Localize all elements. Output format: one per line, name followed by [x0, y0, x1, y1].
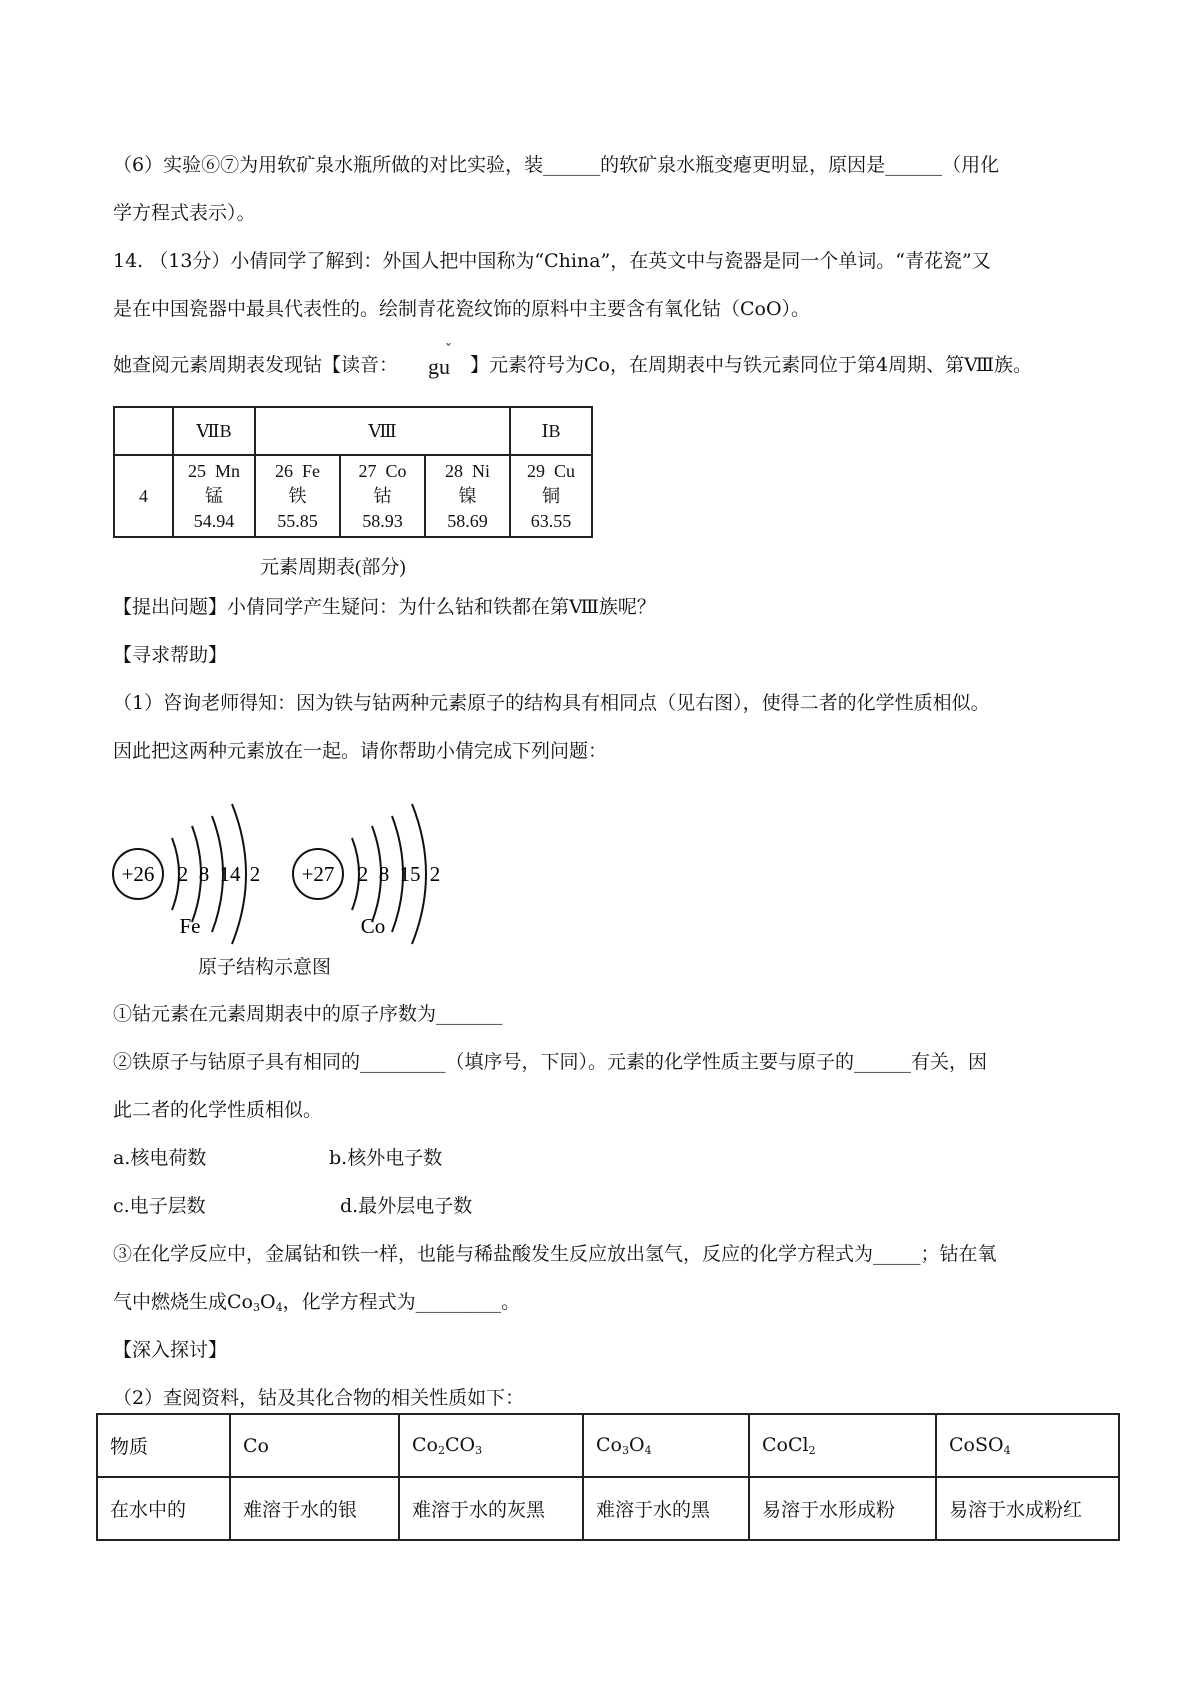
- atom-structure-diagram: [100, 780, 500, 970]
- subscript: 2: [808, 1444, 816, 1457]
- formula-part: Co: [596, 1434, 622, 1456]
- element-name: 钴: [373, 485, 392, 506]
- element-mass: 63.55: [530, 510, 572, 531]
- group-header-viib: ⅦB: [173, 407, 255, 455]
- period-header-empty: [114, 407, 173, 455]
- subscript: 3: [621, 1444, 629, 1457]
- table-cell: 难溶于水的银: [230, 1477, 399, 1540]
- element-mass: 58.69: [447, 510, 488, 531]
- element-number: 28: [445, 460, 463, 481]
- co-shell-electrons: 15: [399, 862, 421, 886]
- atom-diagram-caption: 原子结构示意图: [198, 956, 332, 978]
- item-1: ①钴元素在元素周期表中的原子序数为_______: [113, 1003, 503, 1025]
- fe-shell-electrons: 2: [249, 862, 261, 886]
- co-shell-electrons: 8: [378, 862, 390, 886]
- table-cell: 难溶于水的灰黑: [399, 1477, 583, 1540]
- element-cell-ni: [425, 455, 510, 537]
- element-mass: 54.94: [193, 510, 235, 531]
- periodic-table-caption: 元素周期表(部分): [260, 557, 406, 578]
- table-cell: 难溶于水的黑: [583, 1477, 749, 1540]
- option-c: c.电子层数: [113, 1195, 206, 1217]
- co-shell-electrons: 2: [429, 862, 441, 886]
- subscript: 4: [1003, 1444, 1011, 1457]
- element-number: 27: [358, 460, 377, 481]
- table-cell: 物质: [97, 1414, 230, 1477]
- table-cell: [583, 1414, 749, 1477]
- deep-line: （2）查阅资料，钴及其化合物的相关性质如下：: [113, 1387, 525, 1409]
- option-b: b.核外电子数: [329, 1147, 443, 1169]
- element-symbol: Co: [385, 460, 407, 481]
- q14-line-3b: 】元素符号为Co，在周期表中与铁元素同位于第4周期、第Ⅷ族。: [470, 354, 1032, 376]
- element-name: 锰: [205, 485, 223, 506]
- subscript: 3: [475, 1444, 483, 1457]
- item-3-text-b: O: [259, 1291, 276, 1313]
- q14-line-2: 是在中国瓷器中最具代表性的。绘制青花瓷纹饰的原料中主要含有氧化钴（CoO）。: [113, 298, 811, 320]
- pinyin-text: gu: [428, 354, 450, 379]
- fe-label: Fe: [179, 914, 201, 938]
- fe-nucleus-charge: +26: [121, 862, 155, 886]
- group-header-viii: Ⅷ: [255, 407, 510, 455]
- periodic-table-fragment: [113, 406, 593, 538]
- table-cell: [749, 1414, 936, 1477]
- element-number: 29: [526, 460, 545, 481]
- item-3-line-2: [113, 1289, 520, 1321]
- formula-part: Co: [412, 1434, 438, 1456]
- pinyin-tone-mark: ˇ: [445, 342, 452, 358]
- co-atom: [293, 804, 440, 944]
- item-2-line-1: ②铁原子与钴原子具有相同的_________（填序号，下同）。元素的化学性质主要与原子的______有关，因: [113, 1051, 988, 1073]
- table-cell: 易溶于水形成粉: [749, 1477, 936, 1540]
- fe-shell-electrons: 8: [198, 862, 210, 886]
- element-symbol: Ni: [472, 460, 490, 481]
- element-cell-co: [340, 455, 425, 537]
- element-cell-fe: [255, 455, 340, 537]
- element-mass: 58.93: [362, 510, 403, 531]
- option-d: d.最外层电子数: [340, 1195, 473, 1217]
- help-line-1: （1）咨询老师得知：因为铁与钴两种元素原子的结构具有相同点（见右图），使得二者的化学性质相似。: [113, 692, 990, 714]
- item-2-line-2: 此二者的化学性质相似。: [113, 1099, 323, 1121]
- element-number: 26: [275, 460, 293, 481]
- group-header-ib: ⅠB: [510, 407, 592, 455]
- table-cell: [399, 1414, 583, 1477]
- q6-line-1: （6）实验⑥⑦为用软矿泉水瓶所做的对比实验，装______的软矿泉水瓶变瘪更明显，原因是______（用化: [113, 154, 1000, 176]
- element-symbol: Cu: [553, 460, 575, 481]
- cobalt-property-table: [96, 1413, 1120, 1541]
- table-cell: [936, 1414, 1119, 1477]
- element-symbol: Mn: [214, 460, 240, 481]
- question-title: 【提出问题】小倩同学产生疑问：为什么钴和铁都在第Ⅷ族呢？: [113, 596, 656, 618]
- fe-shell-electrons: 2: [177, 862, 189, 886]
- element-name: 铁: [288, 485, 307, 506]
- item-3-text-c: ，化学方程式为_________。: [282, 1291, 521, 1313]
- element-cell-mn: [173, 455, 255, 537]
- item-3-line-1: ③在化学反应中，金属钴和铁一样，也能与稀盐酸发生反应放出氢气，反应的化学方程式为_____；钴在氧: [113, 1243, 997, 1265]
- formula-part: CO: [444, 1434, 476, 1456]
- deep-title: 【深入探讨】: [113, 1339, 228, 1361]
- element-cell-cu: [510, 455, 592, 537]
- help-title: 【寻求帮助】: [113, 644, 228, 666]
- element-name: 铜: [542, 485, 560, 506]
- period-number: 4: [114, 455, 173, 537]
- formula-part: CoCl: [762, 1434, 809, 1456]
- fe-shell-electrons: 14: [219, 862, 241, 886]
- co-label: Co: [360, 914, 386, 938]
- q14-line-3a: 她查阅元素周期表发现钴【读音：: [113, 354, 399, 376]
- formula-part: CoSO: [949, 1434, 1004, 1456]
- item-3-text-a: 气中燃烧生成Co: [113, 1291, 253, 1313]
- table-cell: 在水中的: [97, 1477, 230, 1540]
- subscript: 2: [437, 1444, 445, 1457]
- co-nucleus-charge: +27: [301, 862, 335, 886]
- formula-part: O: [628, 1434, 645, 1456]
- q6-line-2: 学方程式表示）。: [113, 202, 256, 224]
- table-cell: Co: [230, 1414, 399, 1477]
- element-mass: 55.85: [277, 510, 318, 531]
- subscript: 4: [275, 1301, 283, 1314]
- co-shell-electrons: 2: [357, 862, 369, 886]
- element-name: 镍: [458, 485, 477, 506]
- fe-atom: [113, 804, 260, 944]
- subscript: 4: [644, 1444, 652, 1457]
- subscript: 3: [252, 1301, 260, 1314]
- help-line-2: 因此把这两种元素放在一起。请你帮助小倩完成下列问题：: [113, 740, 608, 762]
- element-number: 25: [187, 460, 206, 481]
- q14-line-1: 14. （13分）小倩同学了解到：外国人把中国称为“China”，在英文中与瓷器是同一个单词。“青花瓷”又: [113, 250, 991, 272]
- option-a: a.核电荷数: [113, 1147, 207, 1169]
- table-cell: 易溶于水成粉红: [936, 1477, 1119, 1540]
- element-symbol: Fe: [302, 460, 320, 481]
